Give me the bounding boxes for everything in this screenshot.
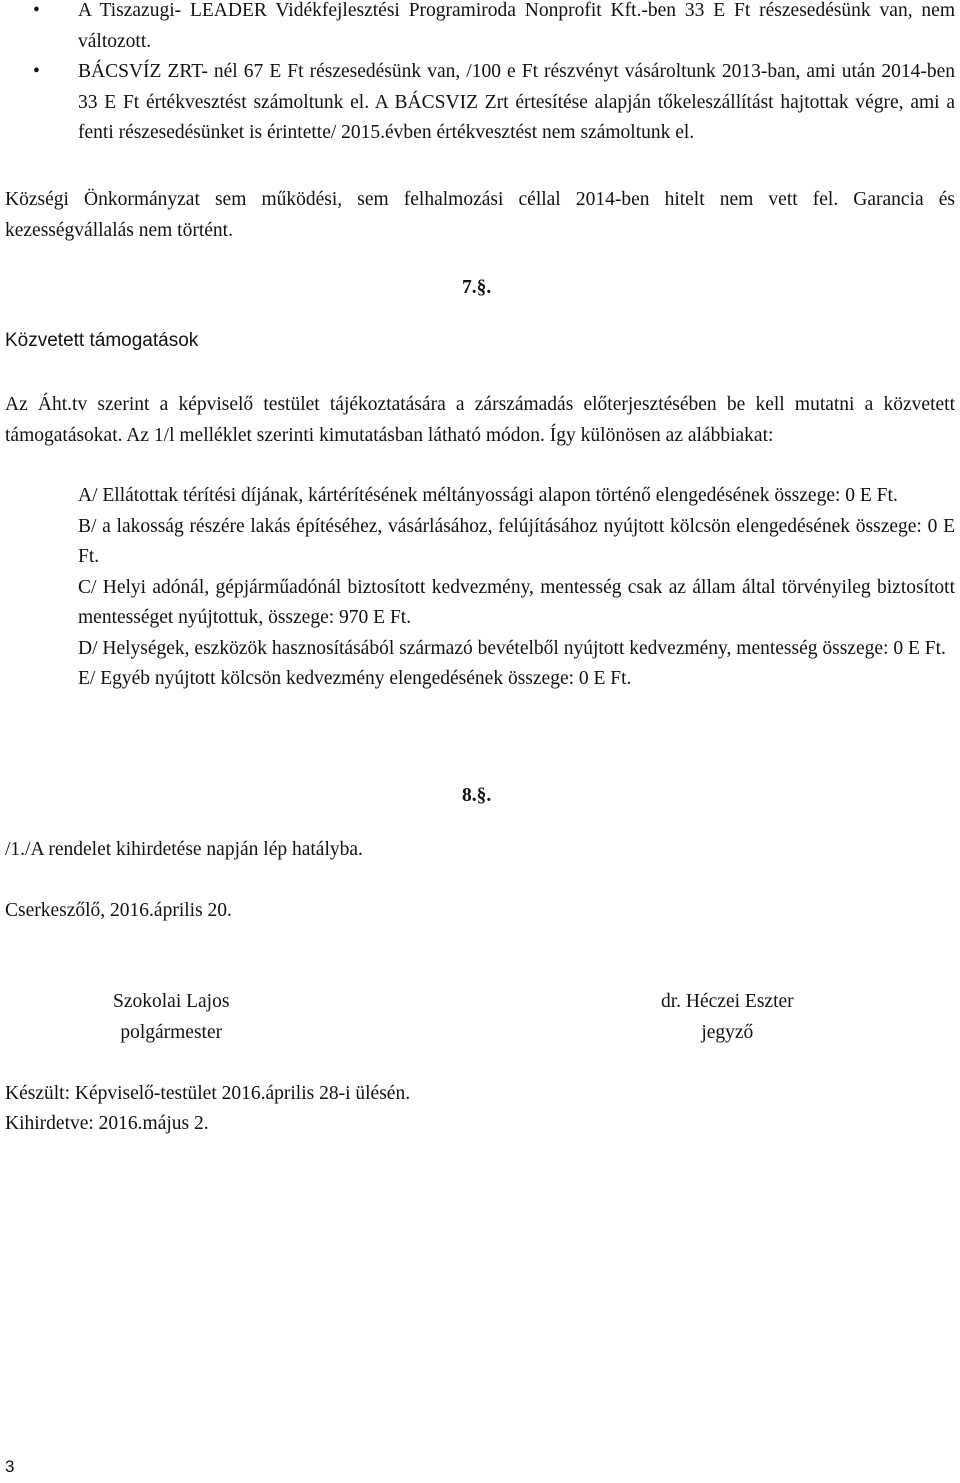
section-7-number: 7.§. xyxy=(462,277,492,298)
list-item xyxy=(0,0,955,57)
place-date: Cserkeszőlő, 2016.április 20. xyxy=(5,900,232,921)
prepared-note: Készült: Képviselő-testület 2016.április 28-i ülésén. xyxy=(5,1083,411,1104)
paragraph-no-loan: Községi Önkormányzat sem működési, sem felhalmozási céllal 2014-ben hitelt nem vett fel. Garancia és kezességvállalás nem történt. xyxy=(5,189,955,241)
page-number: 3 xyxy=(5,1457,15,1476)
list-item: E/ Egyéb nyújtott kölcsön kedvezmény elengedésének összege: 0 E Ft. xyxy=(78,668,632,689)
bullet-text: BÁCSVÍZ ZRT- nél 67 E Ft részesedésünk van, /100 e Ft részvényt vásároltunk 2013-ban, ami után 2014-ben 33 E Ft értékvesztést számoltunk el. A BÁCSVIZ Zrt értesítése alapján tőkeleszállítást hajtottak végre, ami a fenti részesedésünket is érintette/ 2015.évben értékvesztést nem számoltunk el. xyxy=(78,61,955,143)
list-item: B/ a lakosság részére lakás építéséhez, vásárlásához, felújításához nyújtott kölcsön elengedésének összege: 0 E Ft. xyxy=(78,515,955,567)
signature-notary xyxy=(661,987,794,1048)
signature-title: jegyző xyxy=(701,1021,754,1043)
list-item xyxy=(0,57,955,149)
list-item: A/ Ellátottak térítési díjának, kártérítésének méltányossági alapon történő elengedésének összege: 0 E Ft. xyxy=(78,485,898,506)
bullet-icon: • xyxy=(33,61,40,82)
signature-name: Szokolai Lajos xyxy=(113,991,230,1012)
section-8-number: 8.§. xyxy=(462,785,492,806)
signature-mayor xyxy=(113,987,229,1048)
published-note: Kihirdetve: 2016.május 2. xyxy=(5,1113,209,1134)
shareholding-bullet-list xyxy=(0,0,955,149)
list-item: C/ Helyi adónál, gépjárműadónál biztosított kedvezmény, mentesség csak az állam által törvényileg biztosított mentességet nyújtottuk, összege: 970 E Ft. xyxy=(78,576,955,628)
signature-name: dr. Héczei Eszter xyxy=(661,991,794,1012)
signature-title: polgármester xyxy=(120,1021,223,1043)
paragraph-indirect-support: Az Áht.tv szerint a képviselő testület tájékoztatására a zárszámadás előterjesztésében be kell mutatni a közvetett támogatásokat. Az 1/l melléklet szerinti kimutatásban látható módon. Így különösen az alábbiakat: xyxy=(5,394,955,446)
bullet-icon: • xyxy=(33,0,40,21)
section-7-heading: Közvetett támogatások xyxy=(5,330,199,351)
indirect-support-list xyxy=(78,481,955,695)
list-item: D/ Helységek, eszközök hasznosításából származó bevételből nyújtott kedvezmény, mentesség összege: 0 E Ft. xyxy=(78,637,946,659)
section-8-text: /1./A rendelet kihirdetése napján lép hatályba. xyxy=(5,839,363,860)
bullet-text: A Tiszazugi- LEADER Vidékfejlesztési Programiroda Nonprofit Kft.-ben 33 E Ft részesedésünk van, nem változott. xyxy=(78,0,955,52)
